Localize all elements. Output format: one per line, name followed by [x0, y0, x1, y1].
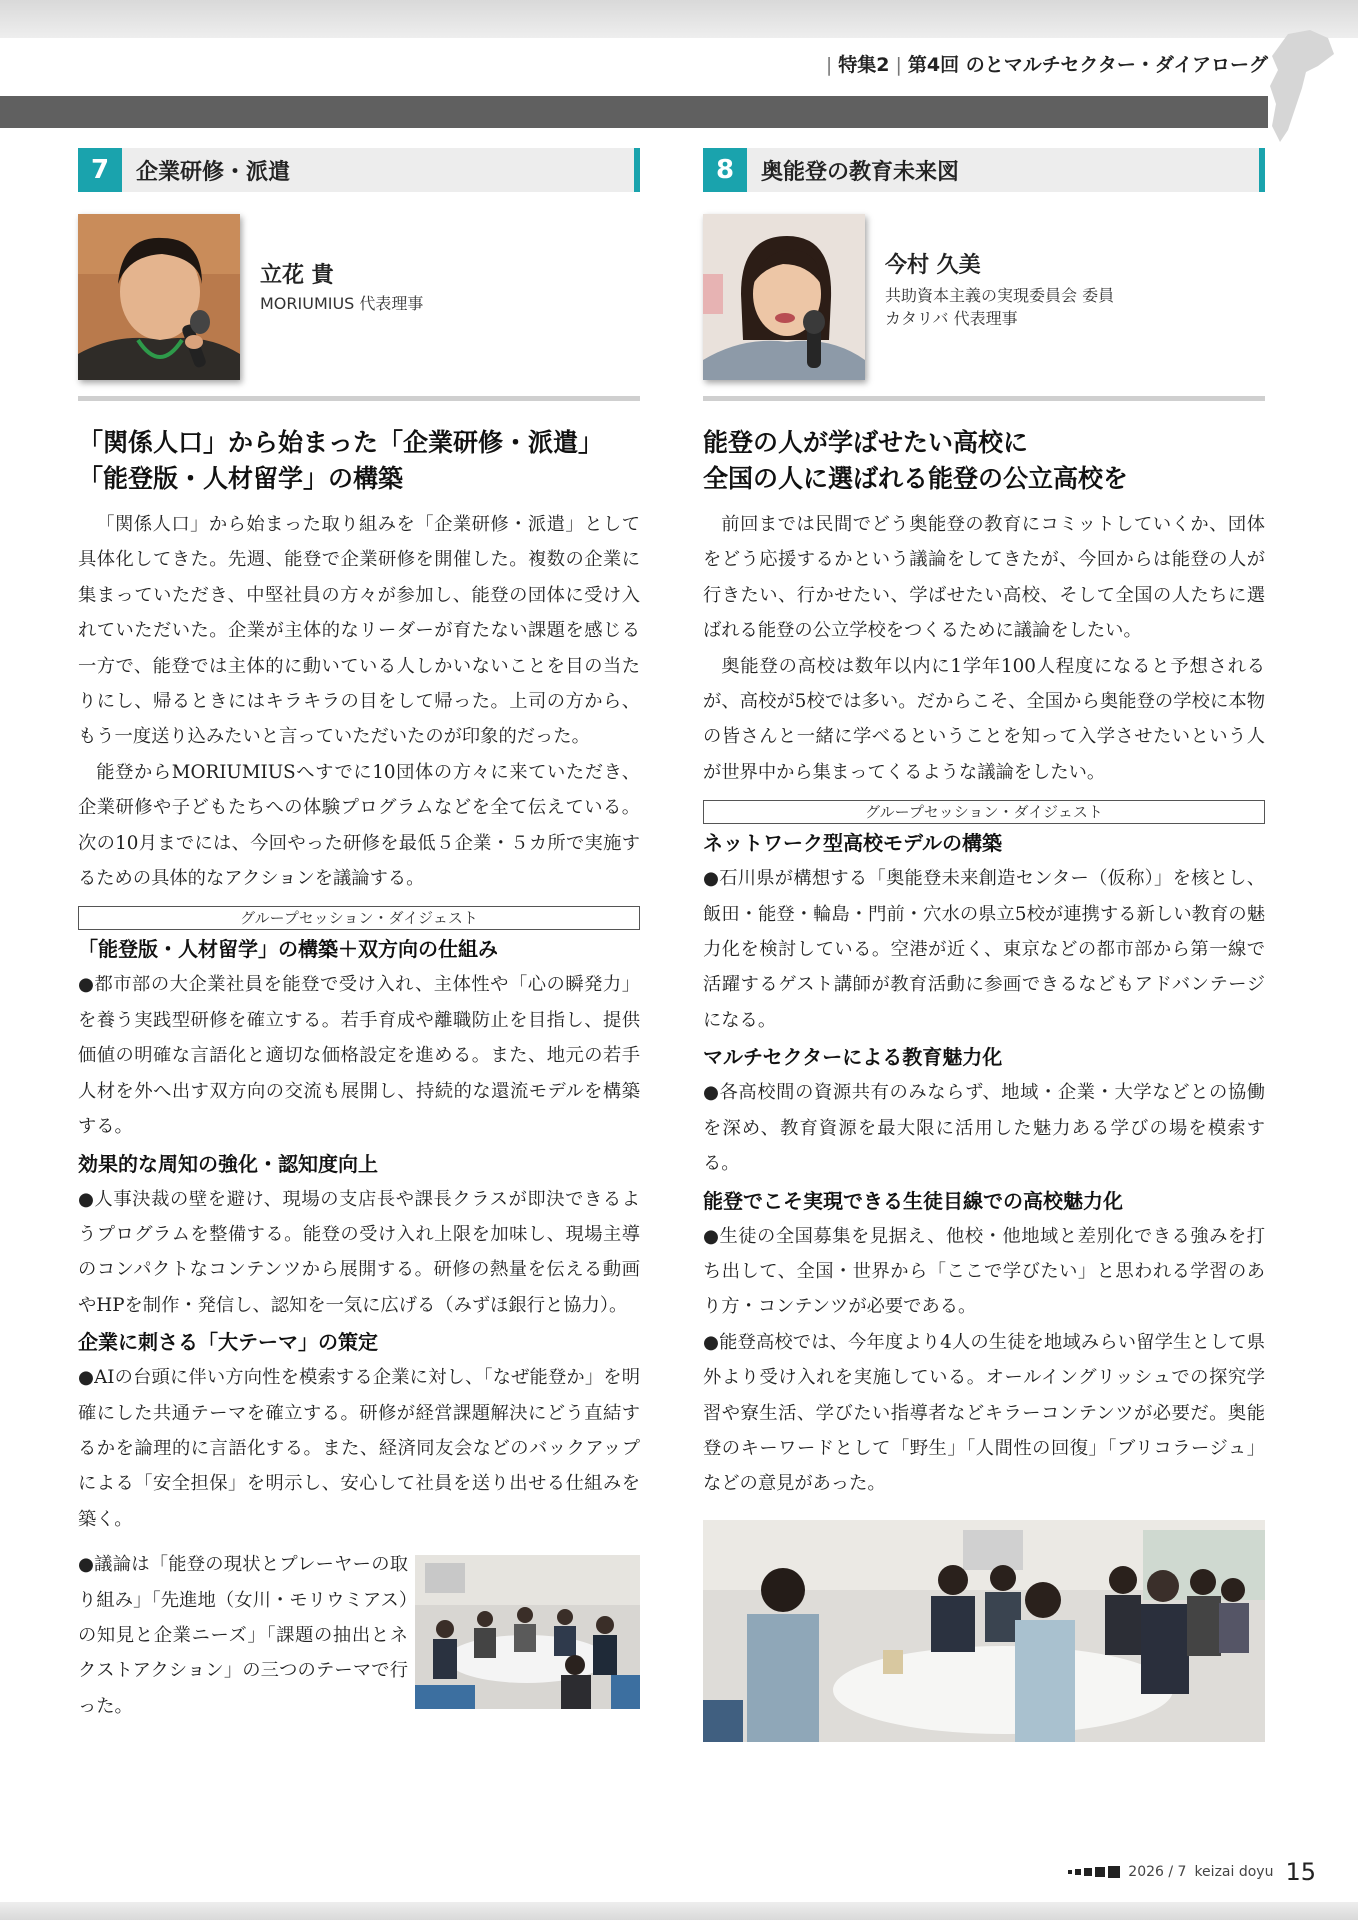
digest-paragraph: ●生徒の全国募集を見据え、他校・他地域と差別化できる強みを打ち出して、全国・世界から「ここで学びたい」と思われる学習のあり方・コンテンツが必要である。 — [703, 1225, 1265, 1318]
intro-paragraph: 前回までは民間でどう奥能登の教育にコミットしていくか、団体をどう応援するかという議論をしてきたが、今回からは能登の人が行きたい、行かせたい、学ばせたい高校、そして全国の人たちに選ばれる能登の公立学校をつくるために議論をしたい。 — [703, 514, 1265, 642]
headline-line-1: 能登の人が学ばせたい高校に — [703, 428, 1029, 457]
digest-subheading: ネットワーク型高校モデルの構築 — [703, 831, 1002, 856]
header-rule-bar — [0, 96, 1268, 128]
speaker-name: 立花 貴 — [260, 263, 334, 288]
section-divider — [703, 396, 1265, 401]
digest-paragraph: ●人事決裁の壁を避け、現場の支店長や課長クラスが即決できるようプログラムを整備する。能登の受け入れ上限を加味し、現場主導のコンパクトなコンテンツから展開する。研修の熱量を伝える動画やHPを制作・発信し、認知を一気に広げる（みずほ銀行と協力）。 — [78, 1188, 640, 1316]
section-divider — [78, 396, 640, 401]
intro-body — [78, 507, 640, 896]
speaker-profile — [703, 214, 1265, 382]
digest-subheading: 能登でこそ実現できる生徒目線での高校魅力化 — [703, 1188, 1123, 1213]
speaker-photo — [703, 214, 865, 380]
digest-paragraph: ●各高校間の資源共有のみならず、地域・企業・大学などとの協働を深め、教育資源を最大限に活用した魅力ある学びの場を模索する。 — [703, 1082, 1265, 1175]
page-header: | 特集2 | 第4回 のとマルチセクター・ダイアローグ — [825, 54, 1268, 76]
intro-paragraph: 能登からMORIUMIUSへすでに10団体の方々に来ていただき、企業研修や子どもたちへの体験プログラムなどを全て伝えている。次の10月までには、今回やった研修を最低５企業・５カ所で実施するための具体的なアクションを議論する。 — [78, 761, 640, 890]
digest-paragraph: ●AIの台頭に伴い方向性を模索する企業に対し、「なぜ能登か」を明確にした共通テーマを確立する。研修が経営課題解決にどう直結するかを論理的に言語化する。また、経済同友会などのバックアップによる「安全担保」を明示し、安心して社員を送り出せる仕組みを築く。 — [78, 1367, 640, 1530]
digest-paragraph: ●石川県が構想する「奥能登未来創造センター（仮称）」を核とし、飯田・能登・輪島・門前・穴水の県立5校が連携する新しい教育の魅力化を検討している。空港が近く、東京などの都市部から第一線で活躍するゲスト講師が教育活動に参画できるなどもアドバンテージになる。 — [703, 868, 1265, 1031]
footer-squares-icon — [1068, 1866, 1120, 1878]
issue-date: 2026 / 7 — [1128, 1864, 1187, 1880]
section-title: 企業研修・派遣 — [136, 159, 291, 185]
speaker-photo — [78, 214, 240, 380]
digest-subheading: 企業に刺さる「大テーマ」の策定 — [78, 1330, 378, 1355]
magazine-name: keizai doyu — [1194, 1864, 1274, 1880]
speaker-title-line: カタリバ 代表理事 — [885, 309, 1018, 328]
speaker-profile — [78, 214, 640, 382]
digest-label: グループセッション・ダイジェスト — [703, 800, 1265, 824]
intro-paragraph: 「関係人口」から始まった取り組みを「企業研修・派遣」として具体化してきた。先週、能登で企業研修を開催した。複数の企業に集まっていただき、中堅社員の方々が参加し、能登の団体に受け入れていただいた。企業が主体的なリーダーが育たない課題を感じる一方で、能登では主体的に動いている人しかいないことを目の当たりにし、帰るときにはキラキラの目をして帰った。上司の方から、もう一度送り込みたいと言っていただいたのが印象的だった。 — [78, 514, 640, 748]
closing-paragraph: ●議論は「能登の現状とプレーヤーの取り組み」「先進地（女川・モリウミアス）の知見と企業ニーズ」「課題の抽出とネクストアクション」の三つのテーマで行った。 — [78, 1554, 408, 1717]
section-heading-8 — [703, 148, 1265, 192]
feature-label: 特集2 — [838, 54, 890, 76]
meeting-photo — [415, 1555, 640, 1709]
speaker-title-line: MORIUMIUS 代表理事 — [260, 294, 424, 313]
page-footer — [1068, 1858, 1316, 1886]
digest-paragraph: ●都市部の大企業社員を能登で受け入れ、主体性や「心の瞬発力」を養う実践型研修を確立する。若手育成や離職防止を目指し、提供価値の明確な言語化と適切な価格設定を進める。また、地元の若手人材を外へ出す双方向の交流も展開し、持続的な還流モデルを構築する。 — [78, 974, 640, 1138]
noto-map-icon — [1258, 26, 1338, 146]
speaker-name: 今村 久美 — [885, 253, 981, 278]
section-number: 7 — [78, 148, 122, 192]
intro-body — [703, 507, 1265, 790]
closing-with-photo — [78, 1547, 640, 1724]
top-band — [0, 0, 1358, 38]
digest-paragraph: ●能登高校では、今年度より4人の生徒を地域みらい留学生として県外より受け入れを実施している。オールイングリッシュでの探究学習や寮生活、学びたい指導者などキラーコンテンツが必要だ。奥能登のキーワードとして「野生」「人間性の回復」「ブリコラージュ」などの意見があった。 — [703, 1331, 1265, 1495]
speaker-title-line: 共助資本主義の実現委員会 委員 — [885, 286, 1115, 305]
headline-line-2: 「能登版・人材留学」の構築 — [78, 464, 404, 493]
left-column — [78, 148, 640, 1724]
section-number: 8 — [703, 148, 747, 192]
section-title: 奥能登の教育未来図 — [761, 159, 960, 185]
group-session-photo — [703, 1520, 1265, 1742]
headline-line-1: 「関係人口」から始まった「企業研修・派遣」 — [78, 428, 604, 457]
section-heading-7 — [78, 148, 640, 192]
digest-subheading: マルチセクターによる教育魅力化 — [703, 1045, 1003, 1070]
page-number: 15 — [1285, 1858, 1316, 1886]
digest-label: グループセッション・ダイジェスト — [78, 906, 640, 930]
article-headline — [703, 425, 1265, 497]
series-title: 第4回 のとマルチセクター・ダイアローグ — [907, 54, 1268, 76]
bottom-band — [0, 1902, 1358, 1920]
article-headline — [78, 425, 640, 497]
speaker-title — [260, 292, 423, 315]
intro-paragraph: 奥能登の高校は数年以内に1学年100人程度になると予想されるが、高校が5校では多い。だからこそ、全国から奥能登の学校に本物の皆さんと一緒に学べるということを知って入学させたいという人が世界中から集まってくるような議論をしたい。 — [703, 655, 1265, 783]
headline-line-2: 全国の人に選ばれる能登の公立高校を — [703, 464, 1129, 493]
digest-subheading: 「能登版・人材留学」の構築＋双方向の仕組み — [78, 937, 498, 962]
right-column — [703, 148, 1265, 1742]
digest-subheading: 効果的な周知の強化・認知度向上 — [78, 1151, 378, 1176]
speaker-title — [885, 284, 1114, 330]
